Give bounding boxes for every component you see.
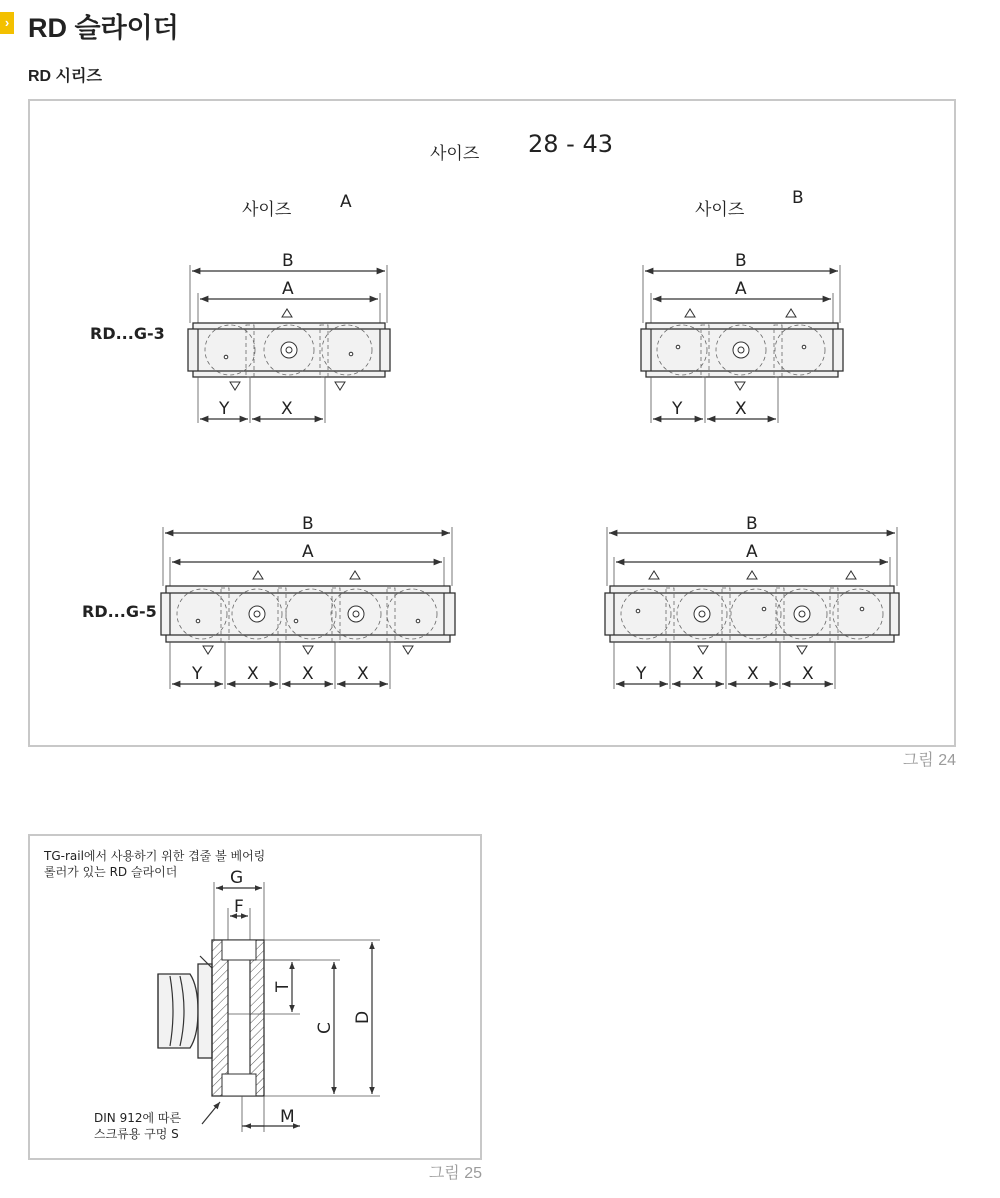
figure-25-caption: 그림 25 — [428, 1165, 482, 1182]
dim-a: A — [302, 542, 314, 562]
dim-b: B — [302, 514, 314, 534]
figure-24-caption: 그림 24 — [902, 752, 956, 769]
figure-25-title-line2: 롤러가 있는 RD 슬라이더 — [44, 865, 178, 879]
dim-x: X — [357, 664, 369, 684]
dim-x: X — [802, 664, 814, 684]
dim-y: Y — [672, 399, 683, 419]
dim-a: A — [282, 279, 294, 299]
series-subtitle: RD 시리즈 — [28, 68, 102, 85]
row-label-g5: RD...G-5 — [82, 602, 157, 621]
dim-a: A — [746, 542, 758, 562]
figure-25-drawing — [30, 836, 480, 1158]
dim-b: B — [735, 251, 747, 271]
dim-x: X — [692, 664, 704, 684]
dim-x: X — [247, 664, 259, 684]
dim-y: Y — [192, 664, 203, 684]
figure-25-frame — [28, 834, 482, 1160]
dim-t: T — [273, 981, 293, 992]
slider-g5-type-b — [605, 514, 899, 689]
size-range-prefix: 사이즈 — [430, 144, 480, 164]
chevron-right-icon: › — [4, 15, 10, 30]
dim-y: Y — [636, 664, 647, 684]
dim-m: M — [280, 1107, 295, 1127]
slider-section — [212, 940, 264, 1096]
slider-g3-type-b — [641, 251, 843, 423]
figure-24-drawing — [30, 101, 954, 745]
dim-x: X — [302, 664, 314, 684]
dim-f: F — [234, 897, 244, 917]
size-range-value: 28 - 43 — [528, 130, 613, 158]
dim-y: Y — [219, 399, 230, 419]
dim-x: X — [747, 664, 759, 684]
page-title: RD 슬라이더 — [28, 13, 179, 43]
dim-x: X — [735, 399, 747, 419]
figure-24-frame — [28, 99, 956, 747]
screw-note-line1: DIN 912에 따른 — [94, 1111, 182, 1125]
dim-g: G — [230, 868, 244, 888]
dim-b: B — [746, 514, 758, 534]
type-a-letter: A — [340, 192, 352, 212]
type-b-prefix: 사이즈 — [695, 200, 745, 220]
roller-wheel — [158, 964, 212, 1058]
screw-note-line2: 스크류용 구멍 S — [94, 1127, 179, 1141]
dim-c: C — [315, 1022, 335, 1034]
dim-x: X — [281, 399, 293, 419]
dim-d: D — [353, 1010, 373, 1024]
slider-g5-type-a — [161, 514, 455, 689]
slider-g3-type-a — [188, 251, 390, 423]
dim-b: B — [282, 251, 294, 271]
type-b-letter: B — [792, 188, 804, 208]
type-a-prefix: 사이즈 — [242, 200, 292, 220]
row-label-g3: RD...G-3 — [90, 324, 165, 343]
dim-a: A — [735, 279, 747, 299]
figure-25-title-line1: TG-rail에서 사용하기 위한 겹줄 볼 베어링 — [44, 849, 266, 863]
